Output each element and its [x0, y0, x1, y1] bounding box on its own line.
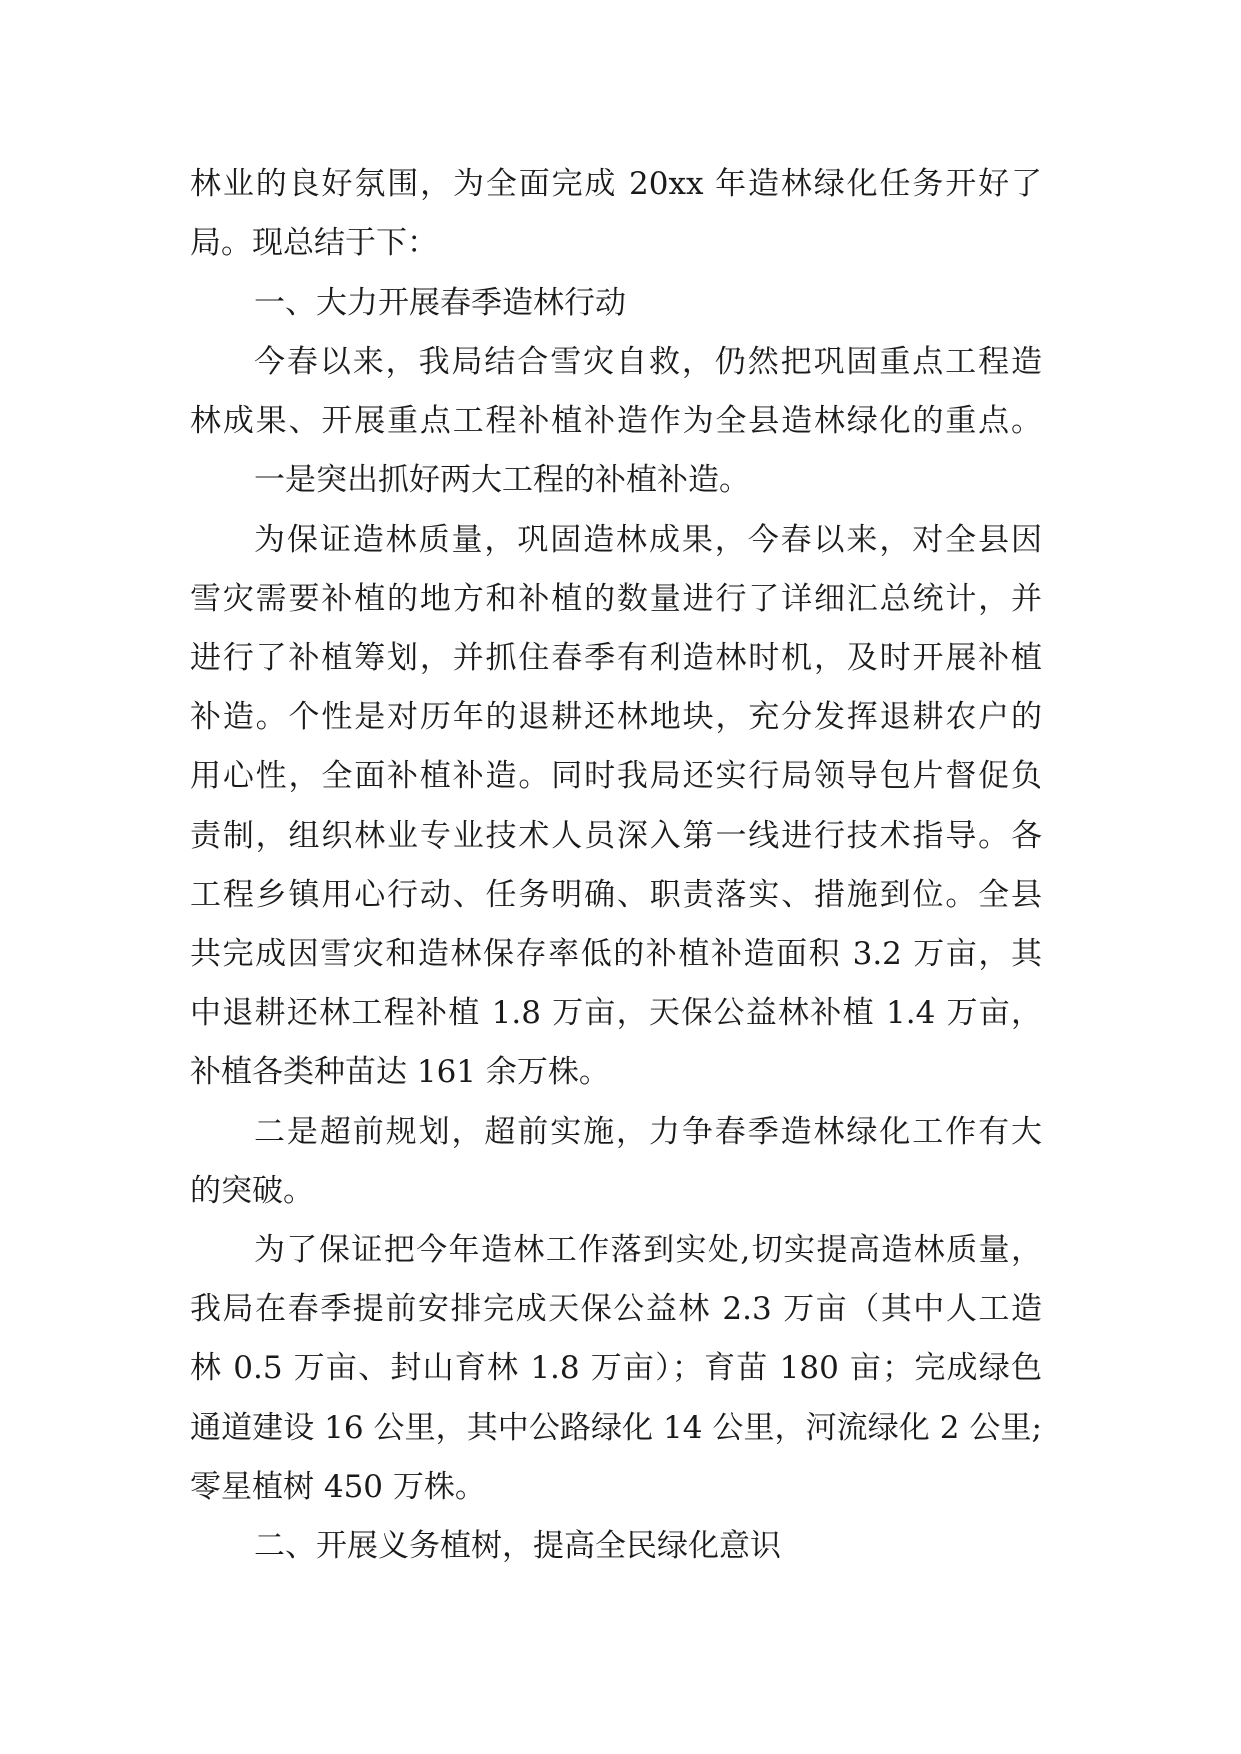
text-line: 通道建设 16 公里，其中公路绿化 14 公里，河流绿化 2 公里; — [190, 1410, 1042, 1446]
text-line: 用心性，全面补植补造。同时我局还实行局领导包片督促负 — [190, 758, 1042, 794]
text-line: 共完成因雪灾和造林保存率低的补植补造面积 3.2 万亩，其 — [190, 936, 1042, 972]
text-line: 林 0.5 万亩、封山育林 1.8 万亩）；育苗 180 亩；完成绿色 — [190, 1350, 1042, 1386]
text-line: 零星植树 450 万株。 — [190, 1469, 486, 1505]
text-line: 局。现总结于下： — [190, 225, 438, 261]
text-line: 的突破。 — [190, 1173, 314, 1209]
text-line: 进行了补植筹划，并抓住春季有利造林时机，及时开展补植 — [190, 640, 1042, 676]
subsection-heading: 二是超前规划，超前实施，力争春季造林绿化工作有大 — [254, 1114, 1042, 1150]
text-line: 林业的良好氛围，为全面完成 20xx 年造林绿化任务开好了 — [190, 166, 1042, 202]
section-heading: 一、大力开展春季造林行动 — [254, 285, 626, 321]
text-line: 今春以来，我局结合雪灾自救，仍然把巩固重点工程造 — [254, 344, 1042, 380]
section-heading: 二、开展义务植树，提高全民绿化意识 — [254, 1528, 781, 1564]
text-line: 补造。个性是对历年的退耕还林地块，充分发挥退耕农户的 — [190, 699, 1042, 735]
text-line: 工程乡镇用心行动、任务明确、职责落实、措施到位。全县 — [190, 877, 1042, 913]
text-line: 我局在春季提前安排完成天保公益林 2.3 万亩（其中人工造 — [190, 1291, 1042, 1327]
text-line: 为保证造林质量，巩固造林成果，今春以来，对全县因 — [254, 522, 1042, 558]
text-line: 责制，组织林业专业技术人员深入第一线进行技术指导。各 — [190, 818, 1042, 854]
subsection-heading: 一是突出抓好两大工程的补植补造。 — [254, 462, 750, 498]
text-line: 林成果、开展重点工程补植补造作为全县造林绿化的重点。 — [190, 403, 1042, 439]
text-line: 补植各类种苗达 161 余万株。 — [190, 1054, 610, 1090]
text-line: 为了保证把今年造林工作落到实处,切实提高造林质量， — [254, 1232, 1042, 1268]
text-line: 中退耕还林工程补植 1.8 万亩，天保公益林补植 1.4 万亩， — [190, 995, 1042, 1031]
text-line: 雪灾需要补植的地方和补植的数量进行了详细汇总统计，并 — [190, 581, 1042, 617]
